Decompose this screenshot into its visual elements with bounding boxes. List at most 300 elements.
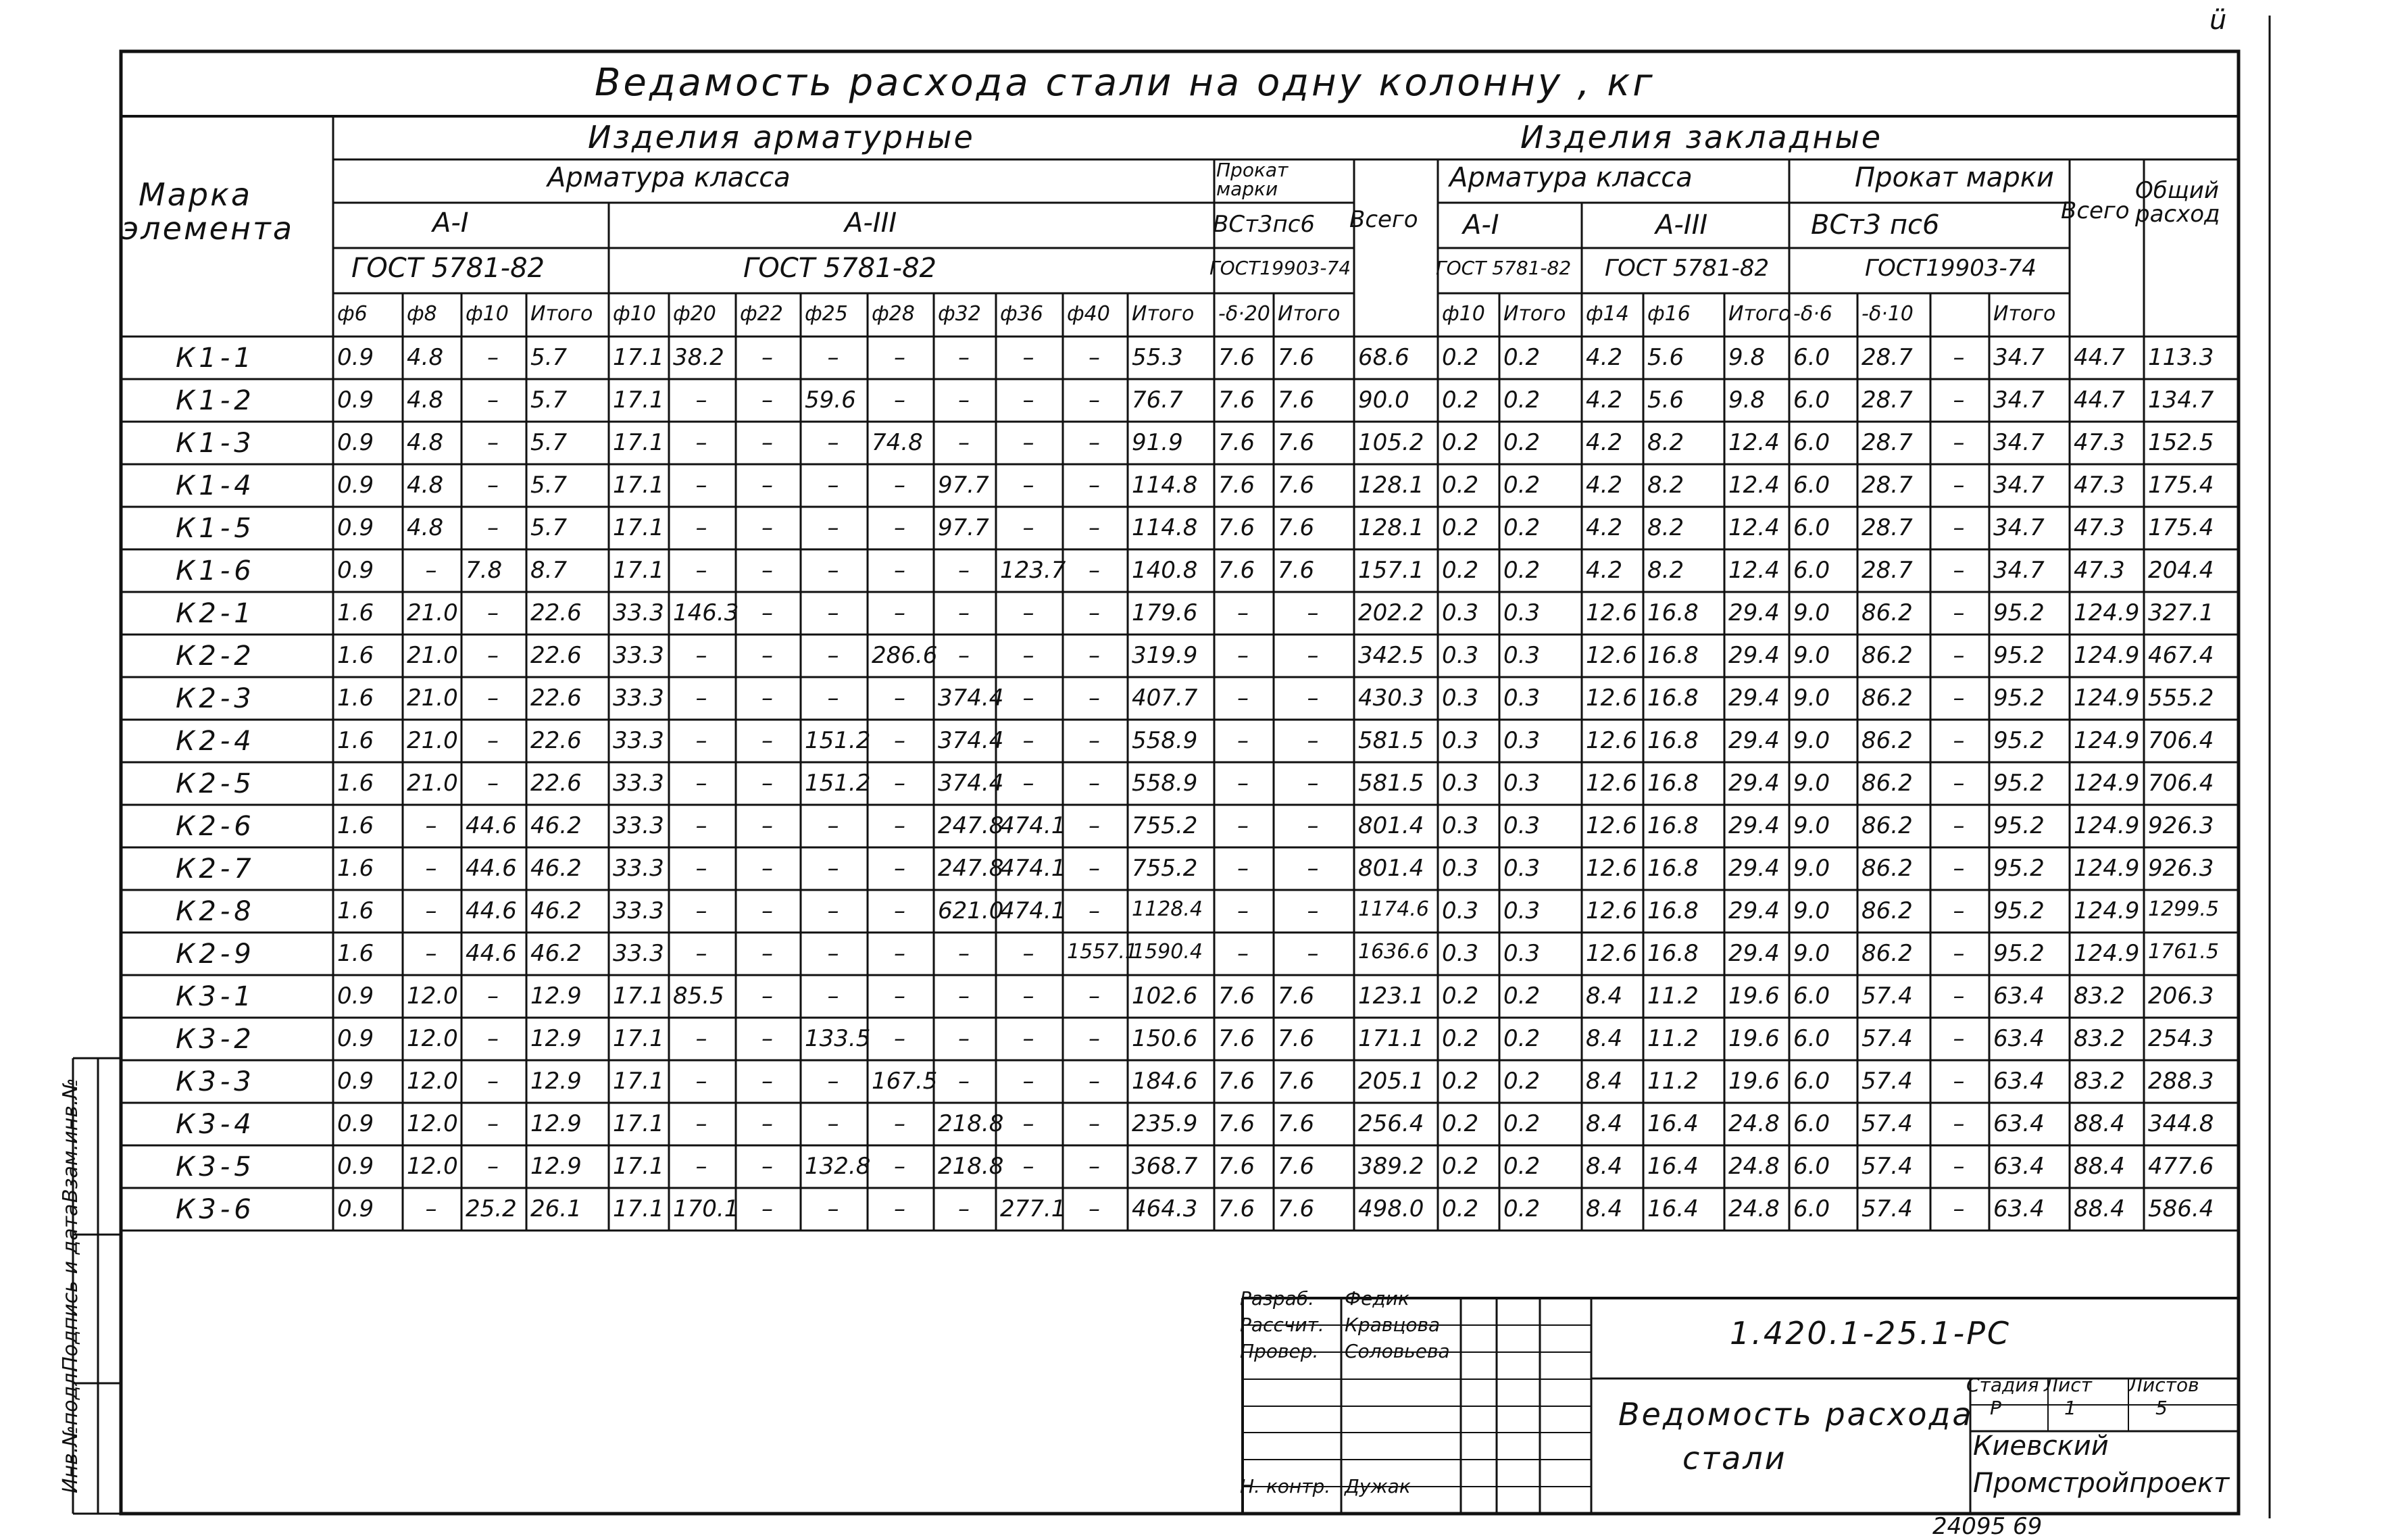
table-cell: 47.3: [2074, 557, 2125, 584]
row-mark: К2-5: [176, 768, 255, 799]
table-cell: 12.0: [407, 983, 458, 1010]
table-cell: 7.6: [1218, 983, 1255, 1010]
table-cell: 123.1: [1358, 983, 1424, 1010]
table-cell: –: [958, 429, 970, 456]
table-cell: 205.1: [1358, 1068, 1424, 1095]
table-cell: 344.8: [2148, 1110, 2214, 1137]
table-cell: 47.3: [2074, 472, 2125, 499]
table-cell: –: [894, 940, 905, 967]
table-cell: 95.2: [1993, 642, 2045, 669]
table-cell: 6.0: [1793, 344, 1830, 371]
table-cell: 0.9: [337, 1153, 374, 1180]
emb-rolled-grade-header: Прокат марки: [1855, 162, 2054, 193]
table-cell: 7.6: [1218, 387, 1255, 414]
table-cell: 29.4: [1728, 897, 1780, 924]
subcolumn-header: Итого: [1503, 302, 1566, 326]
table-cell: 124.9: [2074, 812, 2140, 839]
table-cell: 7.8: [466, 557, 503, 584]
table-cell: –: [695, 642, 707, 669]
gost-rolled: ГОСТ19903-74: [1209, 257, 1351, 279]
table-cell: 88.4: [2074, 1153, 2125, 1180]
table-cell: 12.6: [1586, 855, 1637, 882]
row-mark: К3-6: [176, 1194, 255, 1225]
table-cell: –: [1089, 855, 1100, 882]
table-cell: 44.6: [466, 897, 517, 924]
table-cell: 21.0: [407, 642, 458, 669]
subcolumn-header: ф32: [938, 302, 981, 326]
table-cell: –: [695, 514, 707, 541]
table-cell: 150.6: [1132, 1025, 1198, 1052]
table-cell: –: [761, 812, 773, 839]
table-cell: 33.3: [613, 897, 664, 924]
table-cell: 63.4: [1993, 1025, 2045, 1052]
table-cell: –: [827, 897, 839, 924]
table-cell: 29.4: [1728, 642, 1780, 669]
table-cell: 29.4: [1728, 940, 1780, 967]
table-cell: 7.6: [1218, 1195, 1255, 1222]
table-cell: –: [1022, 642, 1034, 669]
table-cell: 133.5: [805, 1025, 871, 1052]
table-cell: 6.0: [1793, 1195, 1830, 1222]
emb-class-a1: А-I: [1463, 209, 1499, 241]
table-cell: –: [425, 557, 437, 584]
overall-header-1: Общий: [2135, 177, 2219, 204]
tb-role-prover: Провер.: [1240, 1340, 1319, 1362]
table-cell: –: [1953, 685, 1965, 712]
table-cell: 4.2: [1586, 344, 1623, 371]
table-cell: 0.2: [1442, 514, 1479, 541]
rebar-products-header: Изделия арматурные: [588, 119, 975, 155]
table-cell: –: [1022, 429, 1034, 456]
table-cell: –: [1237, 685, 1249, 712]
table-cell: –: [487, 429, 499, 456]
table-cell: 706.4: [2148, 770, 2214, 797]
table-cell: 17.1: [613, 387, 664, 414]
table-cell: –: [894, 387, 905, 414]
table-cell: 0.3: [1503, 812, 1541, 839]
table-cell: 0.2: [1503, 387, 1541, 414]
emb-class-a3: А-III: [1655, 209, 1708, 241]
table-cell: 0.9: [337, 557, 374, 584]
table-cell: 319.9: [1132, 642, 1198, 669]
table-cell: 114.8: [1132, 514, 1198, 541]
table-cell: 288.3: [2148, 1068, 2214, 1095]
table-cell: 44.6: [466, 812, 517, 839]
table-cell: 247.8: [938, 812, 1004, 839]
table-cell: 47.3: [2074, 514, 2125, 541]
table-cell: 0.2: [1503, 429, 1541, 456]
table-cell: 218.8: [938, 1110, 1004, 1137]
subcolumn-header: Итого: [1278, 302, 1341, 326]
table-cell: 124.9: [2074, 727, 2140, 754]
table-cell: 97.7: [938, 514, 989, 541]
subcolumn-header: ф14: [1586, 302, 1629, 326]
table-cell: 0.3: [1503, 940, 1541, 967]
table-cell: 33.3: [613, 855, 664, 882]
table-cell: 0.2: [1442, 472, 1479, 499]
table-cell: –: [1089, 429, 1100, 456]
table-cell: 16.8: [1647, 855, 1699, 882]
table-cell: 1.6: [337, 812, 374, 839]
table-cell: 467.4: [2148, 642, 2214, 669]
table-cell: –: [958, 1195, 970, 1222]
table-cell: 5.7: [530, 472, 568, 499]
table-cell: –: [487, 514, 499, 541]
table-cell: –: [1089, 642, 1100, 669]
tb-sheets: 5: [2155, 1397, 2168, 1419]
table-cell: –: [1953, 812, 1965, 839]
table-cell: 25.2: [466, 1195, 517, 1222]
table-cell: 0.3: [1503, 599, 1541, 626]
table-cell: 8.7: [530, 557, 568, 584]
table-cell: 9.0: [1793, 685, 1830, 712]
table-cell: –: [827, 429, 839, 456]
table-cell: –: [695, 855, 707, 882]
table-cell: 1.6: [337, 940, 374, 967]
table-cell: 34.7: [1993, 514, 2045, 541]
table-cell: 9.0: [1793, 642, 1830, 669]
table-cell: –: [827, 1068, 839, 1095]
stamp-vzam-inv: Взам.инв.№: [59, 1078, 82, 1203]
table-cell: –: [1953, 1153, 1965, 1180]
table-cell: 1174.6: [1358, 897, 1429, 921]
table-cell: 44.7: [2074, 344, 2125, 371]
subcolumn-header: ф28: [872, 302, 915, 326]
table-cell: 9.0: [1793, 770, 1830, 797]
table-cell: 558.9: [1132, 770, 1198, 797]
table-cell: 0.2: [1503, 1195, 1541, 1222]
row-mark: К3-3: [176, 1066, 255, 1097]
table-cell: 1636.6: [1358, 940, 1429, 964]
rolled-grade-header-2: марки: [1216, 178, 1278, 200]
table-cell: 0.3: [1442, 727, 1479, 754]
table-cell: 16.8: [1647, 599, 1699, 626]
row-mark: К3-4: [176, 1109, 255, 1140]
table-cell: –: [1307, 855, 1319, 882]
table-cell: –: [1089, 1153, 1100, 1180]
table-cell: 11.2: [1647, 983, 1699, 1010]
table-cell: –: [695, 1153, 707, 1180]
table-cell: 7.6: [1218, 429, 1255, 456]
table-cell: 16.8: [1647, 642, 1699, 669]
table-cell: –: [1089, 514, 1100, 541]
table-cell: –: [958, 557, 970, 584]
table-cell: 21.0: [407, 770, 458, 797]
table-cell: 477.6: [2148, 1153, 2214, 1180]
table-cell: –: [1089, 1110, 1100, 1137]
table-cell: 12.9: [530, 1153, 582, 1180]
table-cell: 0.3: [1442, 770, 1479, 797]
table-cell: –: [425, 897, 437, 924]
emb-rebar-class-header: Арматура класса: [1449, 162, 1693, 193]
table-cell: 86.2: [1862, 940, 1913, 967]
table-cell: –: [894, 770, 905, 797]
table-cell: 430.3: [1358, 685, 1424, 712]
table-cell: 74.8: [872, 429, 923, 456]
table-cell: 33.3: [613, 812, 664, 839]
table-cell: 19.6: [1728, 983, 1780, 1010]
table-cell: 16.8: [1647, 727, 1699, 754]
table-cell: –: [894, 1110, 905, 1137]
table-cell: –: [1953, 387, 1965, 414]
table-cell: 16.8: [1647, 685, 1699, 712]
table-cell: 1.6: [337, 642, 374, 669]
table-cell: 1590.4: [1132, 940, 1203, 964]
embedded-products-header: Изделия закладные: [1520, 119, 1883, 155]
table-cell: 29.4: [1728, 685, 1780, 712]
table-cell: 34.7: [1993, 557, 2045, 584]
table-cell: –: [1237, 855, 1249, 882]
table-cell: 12.4: [1728, 472, 1780, 499]
row-mark: К1-3: [176, 428, 255, 459]
gost-a3: ГОСТ 5781-82: [743, 253, 936, 284]
table-cell: –: [1237, 599, 1249, 626]
table-cell: 706.4: [2148, 727, 2214, 754]
row-mark: К1-2: [176, 385, 255, 416]
table-cell: –: [827, 599, 839, 626]
table-cell: 206.3: [2148, 983, 2214, 1010]
table-cell: 46.2: [530, 897, 582, 924]
table-cell: 9.0: [1793, 727, 1830, 754]
table-cell: –: [1089, 983, 1100, 1010]
table-cell: 7.6: [1278, 557, 1315, 584]
table-cell: 86.2: [1862, 770, 1913, 797]
table-cell: 755.2: [1132, 855, 1198, 882]
subcolumn-header: Итого: [530, 302, 593, 326]
table-cell: 7.6: [1218, 1068, 1255, 1095]
table-cell: 12.6: [1586, 642, 1637, 669]
table-cell: 254.3: [2148, 1025, 2214, 1052]
table-cell: 327.1: [2148, 599, 2214, 626]
table-cell: 581.5: [1358, 727, 1424, 754]
emb-gost-a1: ГОСТ 5781-82: [1436, 257, 1572, 279]
table-cell: 0.3: [1442, 642, 1479, 669]
table-cell: –: [761, 599, 773, 626]
tb-sheet: 1: [2064, 1397, 2076, 1419]
table-cell: –: [487, 599, 499, 626]
table-cell: 114.8: [1132, 472, 1198, 499]
table-cell: 0.2: [1442, 429, 1479, 456]
table-cell: 0.2: [1442, 1195, 1479, 1222]
table-cell: –: [487, 344, 499, 371]
table-cell: 7.6: [1278, 1025, 1315, 1052]
table-cell: –: [1022, 940, 1034, 967]
table-cell: –: [1022, 599, 1034, 626]
table-cell: 7.6: [1278, 429, 1315, 456]
table-cell: 8.2: [1647, 557, 1684, 584]
table-cell: 7.6: [1278, 983, 1315, 1010]
row-mark: К2-9: [176, 939, 255, 970]
table-cell: 0.2: [1442, 1068, 1479, 1095]
table-cell: 57.4: [1862, 1195, 1913, 1222]
table-cell: 44.6: [466, 855, 517, 882]
table-cell: 8.4: [1586, 983, 1623, 1010]
table-cell: 0.3: [1503, 855, 1541, 882]
table-cell: 12.6: [1586, 599, 1637, 626]
table-cell: 26.1: [530, 1195, 582, 1222]
table-cell: –: [695, 812, 707, 839]
mark-header-2: элемента: [122, 210, 295, 247]
table-cell: 4.8: [407, 514, 444, 541]
table-cell: –: [761, 1110, 773, 1137]
table-cell: –: [1953, 429, 1965, 456]
overall-header-2: расход: [2135, 201, 2220, 228]
table-cell: –: [1022, 727, 1034, 754]
table-cell: –: [487, 642, 499, 669]
table-cell: 0.3: [1442, 685, 1479, 712]
table-cell: 1.6: [337, 727, 374, 754]
table-cell: 0.2: [1503, 344, 1541, 371]
subcolumn-header: Итого: [1993, 302, 2056, 326]
table-cell: 95.2: [1993, 855, 2045, 882]
emb-gost-a3: ГОСТ 5781-82: [1605, 255, 1770, 282]
table-cell: 170.1: [673, 1195, 739, 1222]
table-cell: –: [1237, 727, 1249, 754]
mark-header-1: Марка: [139, 176, 253, 213]
tb-role-rasschit: Рассчит.: [1240, 1314, 1324, 1336]
table-cell: 4.2: [1586, 429, 1623, 456]
table-cell: 83.2: [2074, 1068, 2125, 1095]
table-cell: 1557.1: [1067, 940, 1138, 964]
table-cell: 6.0: [1793, 557, 1830, 584]
table-cell: –: [827, 1195, 839, 1222]
row-mark: К2-6: [176, 811, 255, 842]
table-cell: –: [1237, 812, 1249, 839]
table-cell: –: [1953, 897, 1965, 924]
table-cell: –: [761, 429, 773, 456]
table-cell: 171.1: [1358, 1025, 1424, 1052]
table-cell: 4.2: [1586, 514, 1623, 541]
table-cell: –: [827, 642, 839, 669]
table-cell: 83.2: [2074, 1025, 2125, 1052]
table-cell: –: [1953, 514, 1965, 541]
table-cell: 6.0: [1793, 1025, 1830, 1052]
table-cell: 498.0: [1358, 1195, 1424, 1222]
table-cell: –: [1022, 983, 1034, 1010]
table-cell: 374.4: [938, 685, 1004, 712]
subcolumn-header: -δ·6: [1793, 302, 1832, 326]
table-cell: 4.8: [407, 344, 444, 371]
table-cell: –: [894, 514, 905, 541]
table-cell: 7.6: [1278, 1110, 1315, 1137]
tb-sheets-label: Листов: [2128, 1374, 2199, 1396]
table-cell: 76.7: [1132, 387, 1183, 414]
table-cell: 12.6: [1586, 940, 1637, 967]
tb-stage: Р: [1990, 1397, 2001, 1419]
row-mark: К3-2: [176, 1024, 255, 1055]
table-cell: 0.3: [1442, 855, 1479, 882]
table-cell: 621.0: [938, 897, 1004, 924]
table-cell: –: [894, 855, 905, 882]
table-cell: –: [1953, 983, 1965, 1010]
table-cell: –: [487, 472, 499, 499]
table-cell: –: [1022, 685, 1034, 712]
table-cell: 12.0: [407, 1068, 458, 1095]
table-cell: 17.1: [613, 514, 664, 541]
class-a3: А-III: [845, 207, 897, 239]
table-cell: –: [827, 940, 839, 967]
table-cell: 12.6: [1586, 812, 1637, 839]
table-cell: –: [1089, 472, 1100, 499]
table-cell: –: [695, 1025, 707, 1052]
table-cell: –: [695, 727, 707, 754]
table-cell: 11.2: [1647, 1068, 1699, 1095]
table-cell: 19.6: [1728, 1025, 1780, 1052]
table-cell: 63.4: [1993, 1153, 2045, 1180]
table-cell: 29.4: [1728, 599, 1780, 626]
table-cell: 0.3: [1503, 727, 1541, 754]
table-cell: 175.4: [2148, 472, 2214, 499]
tb-name-3: Соловьева: [1345, 1340, 1450, 1362]
table-cell: 0.2: [1442, 1025, 1479, 1052]
table-cell: 1761.5: [2148, 940, 2219, 964]
table-cell: 152.5: [2148, 429, 2214, 456]
table-cell: –: [1022, 770, 1034, 797]
table-cell: 0.2: [1503, 472, 1541, 499]
table-cell: –: [1307, 685, 1319, 712]
table-cell: 95.2: [1993, 727, 2045, 754]
table-cell: 474.1: [1000, 812, 1066, 839]
table-cell: 113.3: [2148, 344, 2214, 371]
subcolumn-header: ф10: [613, 302, 656, 326]
table-cell: 1.6: [337, 855, 374, 882]
table-cell: –: [1953, 727, 1965, 754]
subcolumn-header: ф40: [1067, 302, 1110, 326]
table-cell: –: [894, 472, 905, 499]
table-cell: 0.2: [1442, 387, 1479, 414]
row-mark: К1-1: [176, 343, 255, 374]
table-cell: –: [1307, 897, 1319, 924]
subcolumn-header: ф10: [1442, 302, 1485, 326]
table-cell: –: [894, 344, 905, 371]
table-cell: 9.0: [1793, 599, 1830, 626]
table-cell: 86.2: [1862, 642, 1913, 669]
table-cell: –: [958, 599, 970, 626]
table-cell: –: [761, 727, 773, 754]
table-cell: 151.2: [805, 727, 871, 754]
table-cell: 9.0: [1793, 897, 1830, 924]
table-cell: –: [487, 1110, 499, 1137]
table-cell: 0.9: [337, 1025, 374, 1052]
table-cell: 7.6: [1278, 514, 1315, 541]
table-cell: –: [1089, 727, 1100, 754]
subcolumn-header: -δ·10: [1862, 302, 1914, 326]
table-cell: 63.4: [1993, 983, 2045, 1010]
table-cell: –: [958, 940, 970, 967]
table-cell: –: [1089, 557, 1100, 584]
table-cell: –: [1307, 770, 1319, 797]
table-cell: 9.0: [1793, 855, 1830, 882]
table-cell: 21.0: [407, 599, 458, 626]
table-cell: –: [1953, 557, 1965, 584]
table-cell: –: [487, 685, 499, 712]
table-cell: 57.4: [1862, 1025, 1913, 1052]
table-cell: 12.6: [1586, 897, 1637, 924]
table-cell: 6.0: [1793, 983, 1830, 1010]
sheet-title: Ведамость расхода стали на одну колонну , кг: [595, 61, 1655, 105]
table-cell: 8.2: [1647, 429, 1684, 456]
table-cell: 558.9: [1132, 727, 1198, 754]
table-cell: 124.9: [2074, 642, 2140, 669]
table-cell: 6.0: [1793, 429, 1830, 456]
table-cell: 801.4: [1358, 812, 1424, 839]
table-cell: 86.2: [1862, 855, 1913, 882]
table-cell: –: [1089, 599, 1100, 626]
table-cell: –: [761, 1068, 773, 1095]
table-cell: –: [958, 344, 970, 371]
table-cell: 204.4: [2148, 557, 2214, 584]
table-cell: 29.4: [1728, 770, 1780, 797]
